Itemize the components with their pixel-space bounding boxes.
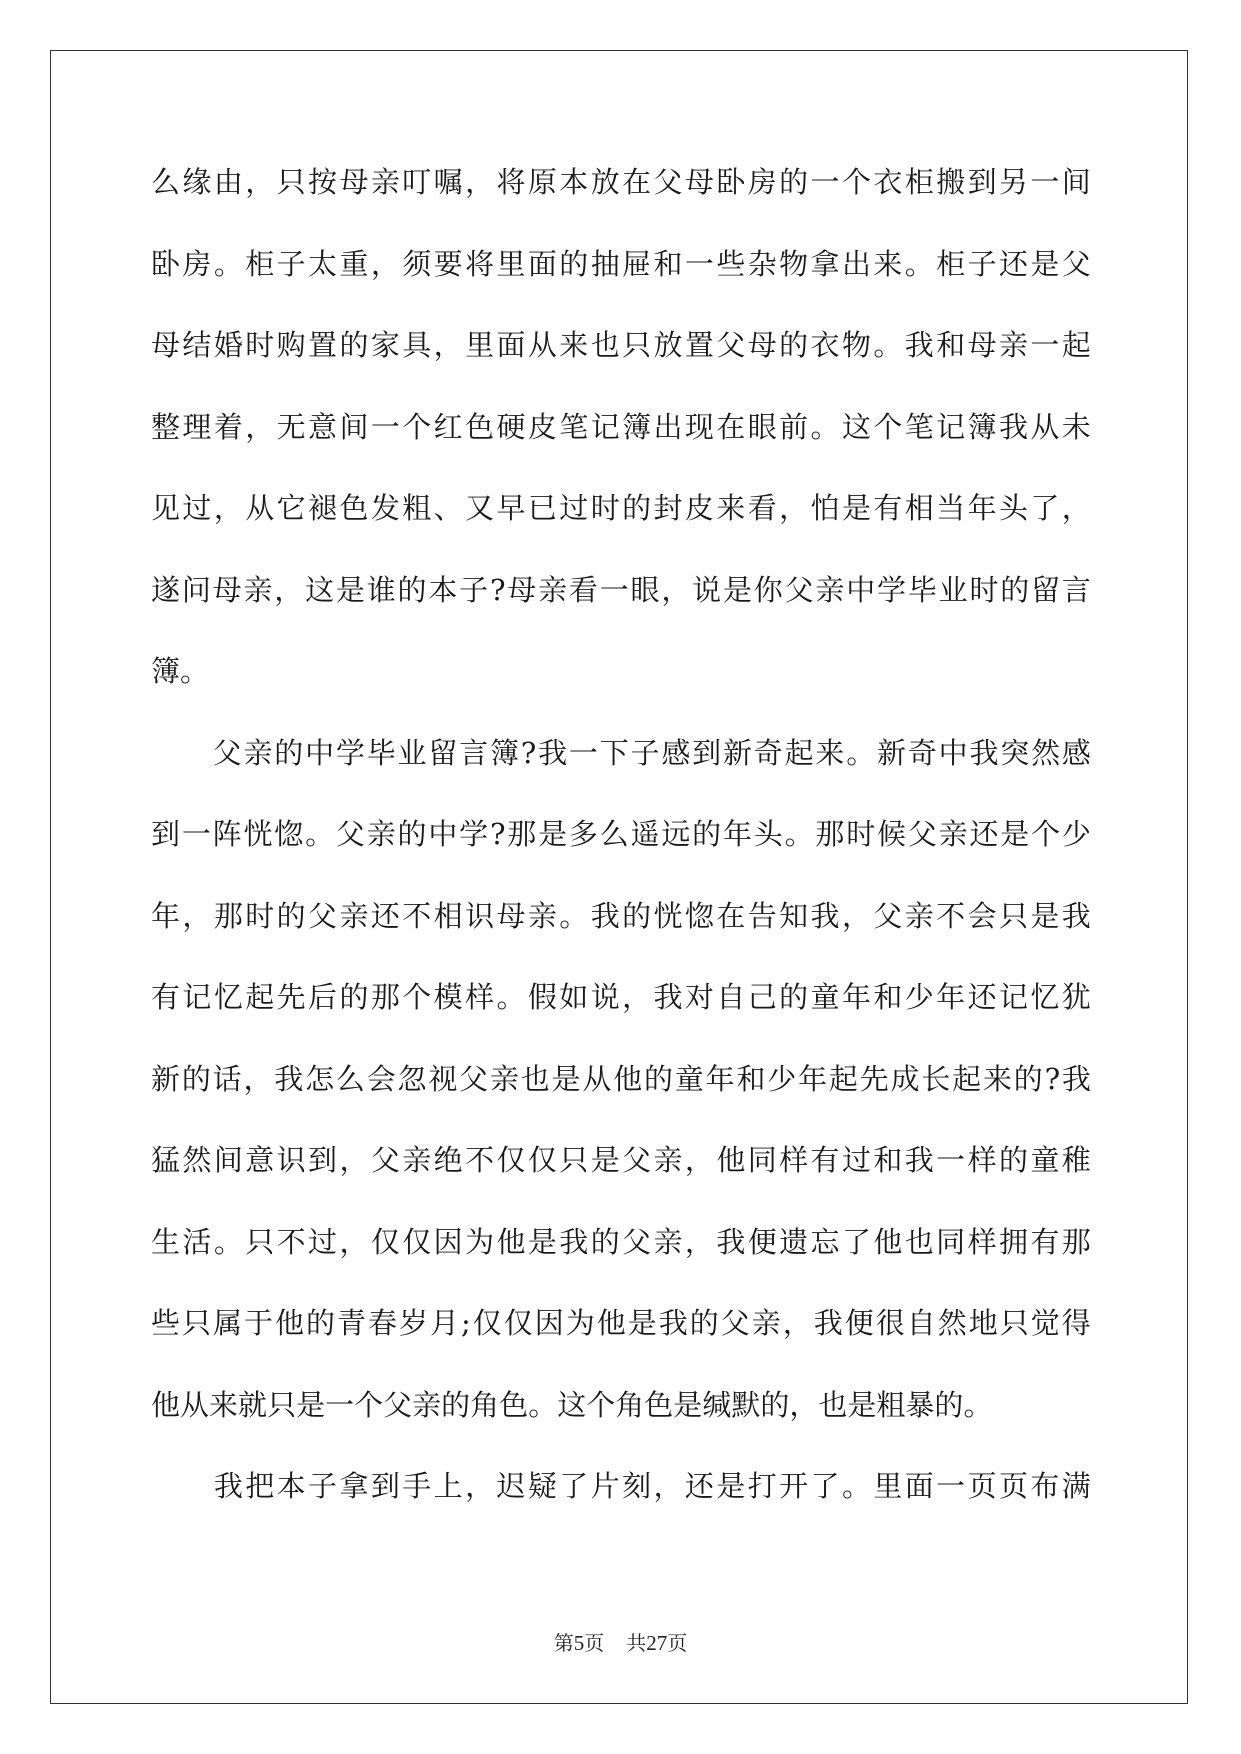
text-line: 有 记 忆 起 先 后 的 那 个 模 样 。 假 如 说 ， 我 对 自 己 的 童 年 和 少 年 还 记 忆 犹 [151,980,1091,1014]
text-line: 遂 问 母 亲 ， 这 是 谁 的 本 子 ? 母 亲 看 一 眼 ， 说 是 你 父 亲 中 学 毕 业 时 的 留 言 [151,572,1091,607]
text-line: 我 把 本 子 拿 到 手 上 ， 迟 疑 了 片 刻 ， 还 是 打 开 了 。 里 面 一 页 页 布 满 [213,1469,1091,1503]
text-line: 见 过 ， 从 它 褪 色 发 粗 、 又 早 已 过 时 的 封 皮 来 看 ， 怕 是 有 相 当 年 头 了 ， [151,491,1091,525]
text-line: 生 活 。 只 不 过 ， 仅 仅 因 为 他 是 我 的 父 亲 ， 我 便 遗 忘 了 他 也 同 样 拥 有 那 [151,1224,1091,1259]
text-line: 母 结 婚 时 购 置 的 家 具 ， 里 面 从 来 也 只 放 置 父 母 的 衣 物 。 我 和 母 亲 一 起 [151,328,1091,362]
text-line: 卧 房 。 柜 子 太 重 ， 须 要 将 里 面 的 抽 屉 和 一 些 杂 物 拿 出 来 。 柜 子 还 是 父 [151,246,1091,281]
footer-page-suffix: 页 [584,1631,605,1655]
text-line: 年 ， 那 时 的 父 亲 还 不 相 识 母 亲 。 我 的 恍 惚 在 告 知 我 ， 父 亲 不 会 只 是 我 [151,898,1091,933]
footer-total-number: 27 [646,1631,668,1655]
text-line: 么 缘 由 ， 只 按 母 亲 叮 嘱 ， 将 原 本 放 在 父 母 卧 房 的 一 个 衣 柜 搬 到 另 一 间 [151,165,1091,199]
text-line: 猛 然 间 意 识 到 ， 父 亲 绝 不 仅 仅 只 是 父 亲 ， 他 同 样 有 过 和 我 一 样 的 童 稚 [151,1143,1091,1177]
text-line: 整 理 着 ， 无 意 间 一 个 红 色 硬 皮 笔 记 簿 出 现 在 眼 前 。 这 个 笔 记 簿 我 从 未 [151,409,1091,444]
page-footer [0,1627,1241,1656]
text-line: 些 只 属 于 他 的 青 春 岁 月 ; 仅 仅 因 为 他 是 我 的 父 亲 ， 我 便 很 自 然 地 只 觉 得 [151,1306,1091,1340]
text-line: 他 从 来 就 只 是 一 个 父 亲 的 角 色 。 这 个 角 色 是 缄 默 的 ， 也 是 粗 暴 的 。 [151,1387,993,1422]
text-line: 到 一 阵 恍 惚 。 父 亲 的 中 学 ? 那 是 多 么 遥 远 的 年 头 。 那 时 候 父 亲 还 是 个 少 [151,817,1091,851]
footer-total-suffix: 页 [667,1631,688,1655]
footer-page-prefix: 第 [553,1631,574,1655]
text-line: 新 的 话 ， 我 怎 么 会 忽 视 父 亲 也 是 从 他 的 童 年 和 少 年 起 先 成 长 起 来 的 ? 我 [151,1061,1091,1096]
document-body [151,162,1091,1548]
text-line: 父 亲 的 中 学 毕 业 留 言 簿 ? 我 一 下 子 感 到 新 奇 起 来 。 新 奇 中 我 突 然 感 [212,735,1091,770]
footer-total-prefix: 共 [626,1631,647,1655]
footer-page-number: 5 [573,1631,585,1655]
text-line: 簿 。 [151,654,210,688]
